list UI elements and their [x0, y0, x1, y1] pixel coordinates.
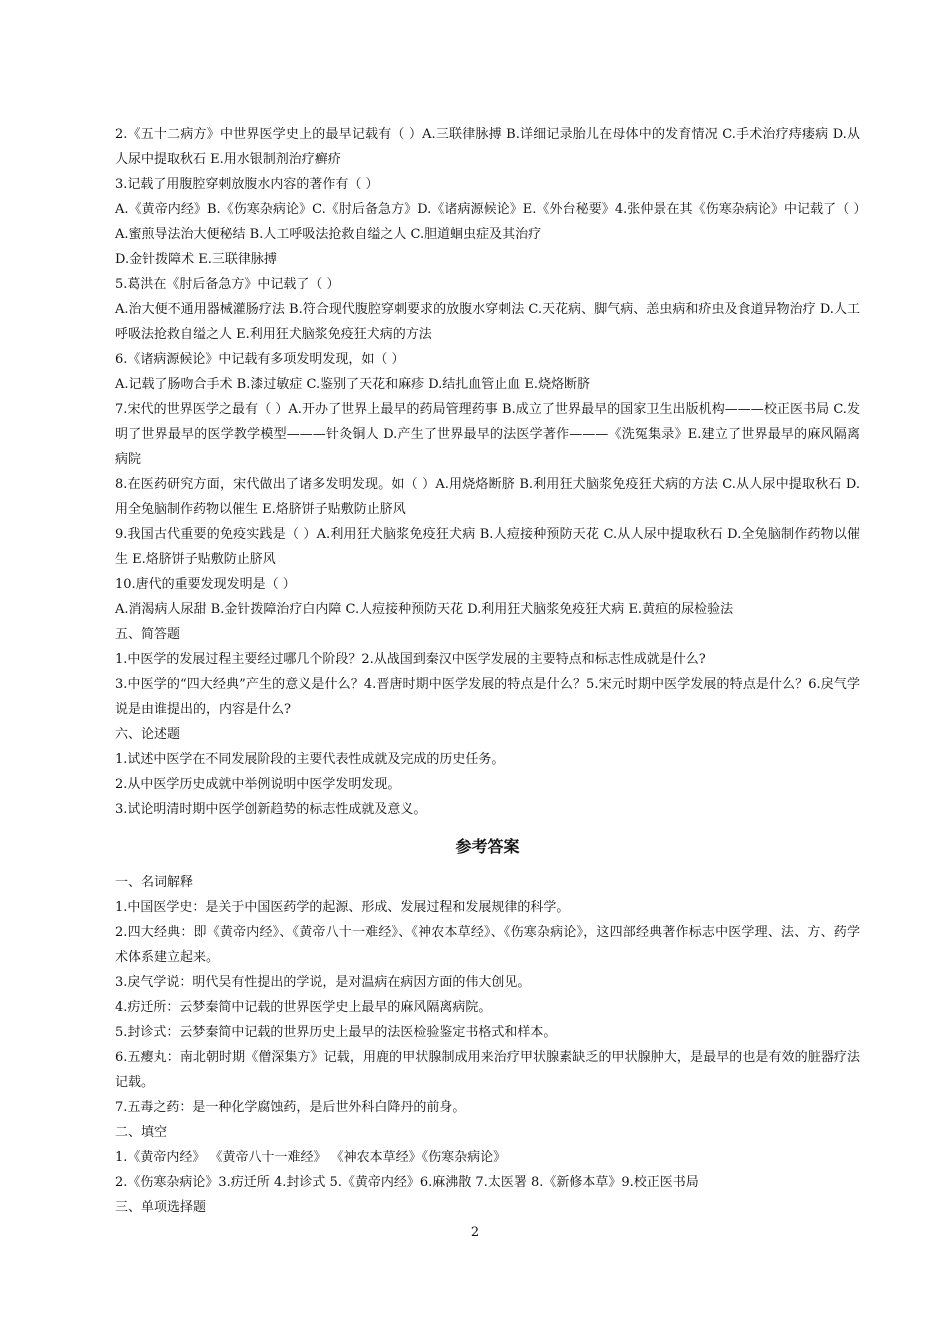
- section-heading-essay: 六、论述题: [115, 727, 181, 742]
- section-heading-short-answer: 五、简答题: [115, 627, 181, 642]
- paragraph-q10: 10.唐代的重要发现发明是（ ）: [115, 577, 296, 592]
- answer-title: 参考答案: [455, 837, 520, 856]
- document-body: [115, 122, 860, 1220]
- answer-fill-2: 2.《伤寒杂病论》3.疠迁所 4.封诊式 5.《黄帝内经》6.麻沸散 7.太医署 8.《新修本草》9.校正医书局: [115, 1175, 699, 1190]
- paragraph-short-answer-1: 1.中医学的发展过程主要经过哪几个阶段？2.从战国到秦汉中医学发展的主要特点和标志性成就是什么?: [115, 652, 706, 667]
- paragraph-essay-3: 3.试论明清时期中医学创新趋势的标志性成就及意义。: [115, 802, 427, 817]
- paragraph-q3-options: A.《黄帝内经》B.《伤寒杂病论》C.《肘后备急方》D.《诸病源候论》E.《外台秘要》4.张仲景在其《伤寒杂病论》中记载了（ ）A.蜜煎导法治大便秘结 B.人工呼吸法抢救自缢之人 C.胆道蛔虫症及其治疗: [115, 202, 860, 242]
- paragraph-q7: 7.宋代的世界医学之最有（ ）A.开办了世界上最早的药局管理药事 B.成立了世界最早的国家卫生出版机构———校正医书局 C.发明了世界最早的医学教学模型———针灸铜人 D.产生了世界最早的法医学著作———《洗冤集录》E.建立了世界最早的麻风隔离病院: [115, 402, 860, 467]
- answer-term-5: 5.封诊式：云梦秦简中记载的世界历史上最早的法医检验鉴定书格式和样本。: [115, 1025, 557, 1040]
- paragraph-q5: 5.葛洪在《肘后备急方》中记载了（ ）: [115, 277, 340, 292]
- answer-term-7: 7.五毒之药：是一种化学腐蚀药，是后世外科白降丹的前身。: [115, 1100, 466, 1115]
- answer-term-2: 2.四大经典：即《黄帝内经》、《黄帝八十一难经》、《神农本草经》、《伤寒杂病论》，这四部经典著作标志中医学理、法、方、药学术体系建立起来。: [115, 925, 860, 965]
- paragraph-q2: 2.《五十二病方》中世界医学史上的最早记载有（ ）A.三联律脉搏 B.详细记录胎儿在母体中的发育情况 C.手术治疗痔瘘病 D.从人尿中提取秋石 E.用水银制剂治疗癣疥: [115, 127, 860, 167]
- section-heading-terms: 一、名词解释: [115, 875, 194, 890]
- section-heading-single-choice: 三、单项选择题: [115, 1200, 207, 1215]
- paragraph-q8: 8.在医药研究方面，宋代做出了诸多发明发现。如（ ）A.用烧烙断脐 B.利用狂犬脑浆免疫狂犬病的方法 C.从人尿中提取秋石 D.用全兔脑制作药物以催生 E.烙脐饼子贴敷防止脐风: [115, 477, 860, 517]
- paragraph-q10-options: A.消渴病人尿甜 B.金针拨障治疗白内障 C.人痘接种预防天花 D.利用狂犬脑浆免疫狂犬病 E.黄疸的尿检验法: [115, 602, 734, 617]
- page-number: 2: [470, 1225, 480, 1240]
- paragraph-q3: 3.记载了用腹腔穿刺放腹水内容的著作有（ ）: [115, 177, 379, 192]
- paragraph-essay-1: 1.试述中医学在不同发展阶段的主要代表性成就及完成的历史任务。: [115, 752, 505, 767]
- paragraph-q5-options: A.治大便不通用器械灌肠疗法 B.符合现代腹腔穿刺要求的放腹水穿刺法 C.天花病、脚气病、恙虫病和疥虫及食道异物治疗 D.人工呼吸法抢救自缢之人 E.利用狂犬脑浆免疫狂犬病的方法: [115, 302, 860, 342]
- section-heading-fill-blank: 二、填空: [115, 1125, 168, 1140]
- answer-term-1: 1.中国医学史：是关于中国医药学的起源、形成、发展过程和发展规律的科学。: [115, 900, 570, 915]
- paragraph-essay-2: 2.从中医学历史成就中举例说明中医学发明发现。: [115, 777, 401, 792]
- paragraph-q6-options: A.记载了肠吻合手术 B.漆过敏症 C.鉴别了天花和麻疹 D.结扎血管止血 E.烧烙断脐: [115, 377, 591, 392]
- answer-term-6: 6.五瘿丸：南北朝时期《僧深集方》记载，用鹿的甲状腺制成用来治疗甲状腺素缺乏的甲状腺肿大，是最早的也是有效的脏器疗法记载。: [115, 1050, 860, 1090]
- paragraph-q4-options-end: D.金针拨障术 E.三联律脉搏: [115, 252, 277, 267]
- paragraph-short-answer-2: 3.中医学的“四大经典”产生的意义是什么？4.晋唐时期中医学发展的特点是什么？5.宋元时期中医学发展的特点是什么？6.戾气学说是由谁提出的，内容是什么?: [115, 677, 860, 717]
- answer-term-3: 3.戾气学说：明代吴有性提出的学说，是对温病在病因方面的伟大创见。: [115, 975, 531, 990]
- paragraph-q6: 6.《诸病源候论》中记载有多项发明发现，如（ ）: [115, 352, 405, 367]
- answer-fill-1: 1.《黄帝内经》 《黄帝八十一难经》 《神农本草经》《伤寒杂病论》: [115, 1150, 507, 1165]
- answer-term-4: 4.疠迁所：云梦秦简中记载的世界医学史上最早的麻风隔离病院。: [115, 1000, 492, 1015]
- paragraph-q9: 9.我国古代重要的免疫实践是（ ）A.利用狂犬脑浆免疫狂犬病 B.人痘接种预防天花 C.从人尿中提取秋石 D.全兔脑制作药物以催生 E.烙脐饼子贴敷防止脐风: [115, 527, 860, 567]
